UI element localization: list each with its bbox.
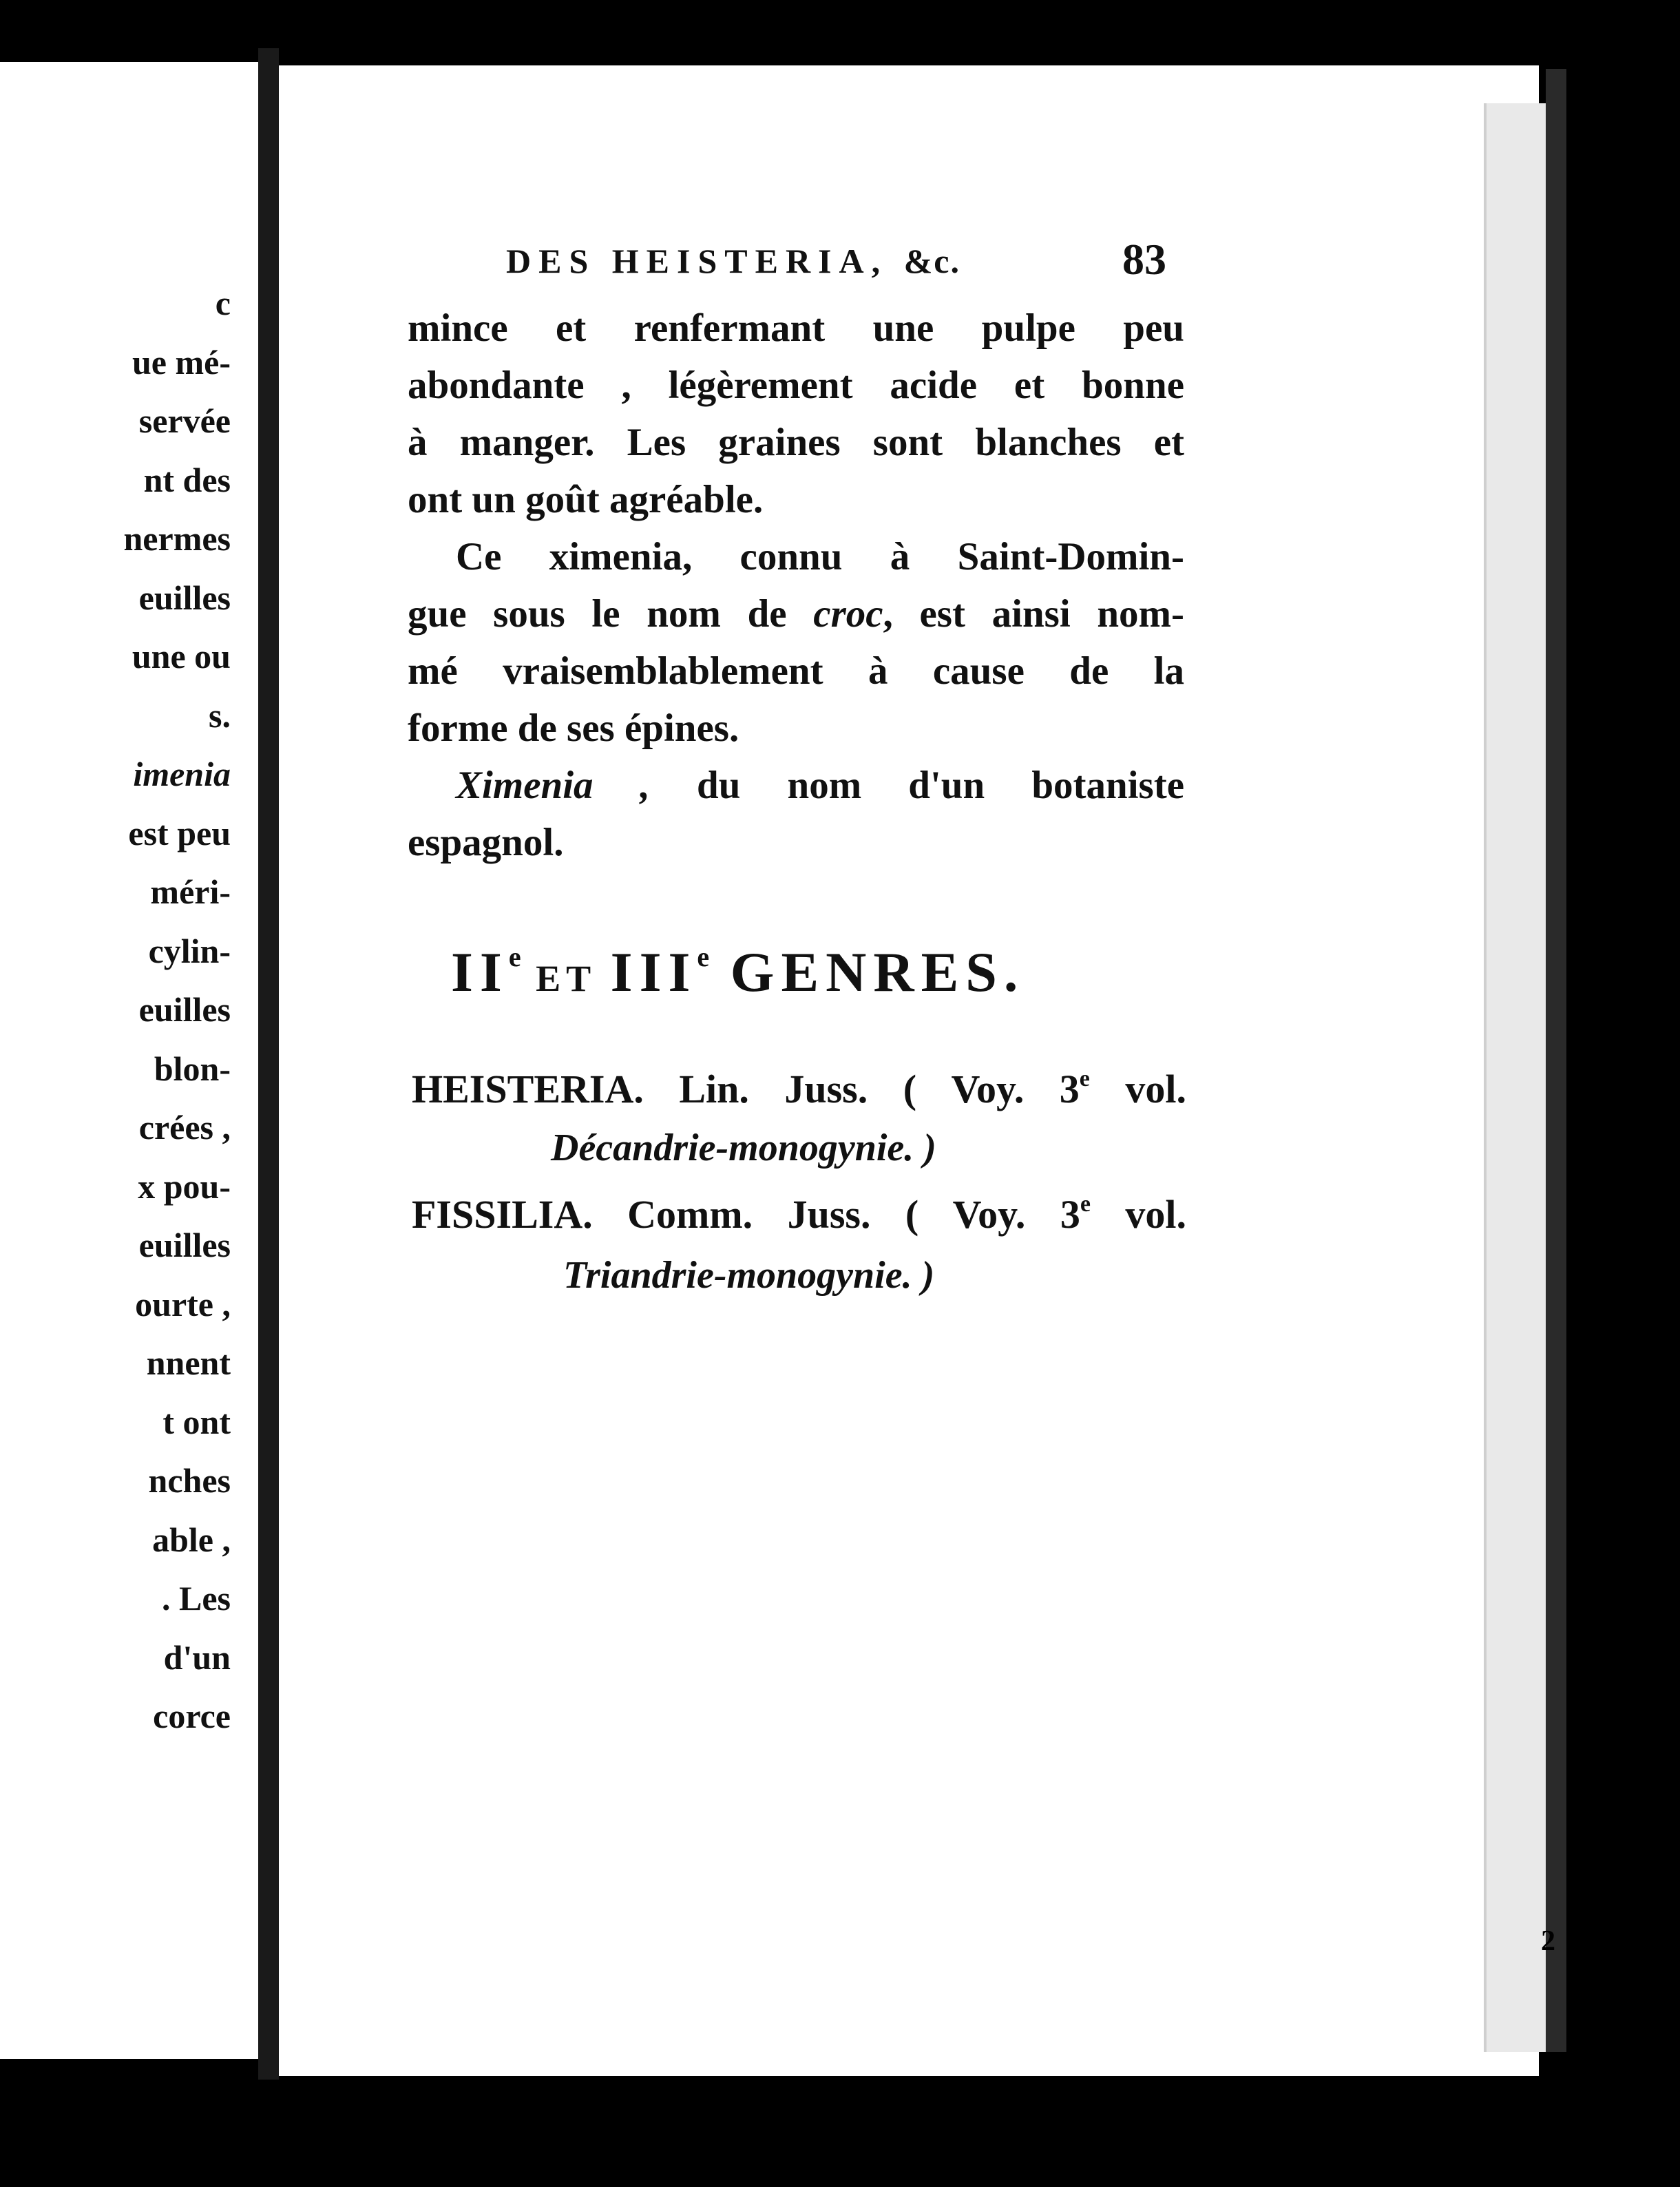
heading-superscript: e: [697, 941, 710, 972]
text-line: à manger. Les graines sont blanches et: [408, 421, 1184, 464]
left-page-line: imenia: [133, 755, 231, 793]
text-line: [408, 757, 1184, 814]
heading-part: II: [451, 941, 509, 1003]
genus-text: FISSILIA. Comm. Juss. ( Voy. 3: [412, 1192, 1080, 1237]
left-page-line: t ont: [162, 1402, 231, 1441]
heading-part: III: [610, 941, 697, 1003]
left-page-line: c: [215, 284, 231, 322]
page-number: 83: [1122, 235, 1166, 284]
text-line: espagnol.: [408, 821, 564, 864]
left-page-line: nnent: [146, 1343, 231, 1382]
left-page-line: servée: [138, 401, 231, 440]
left-page-line: blon-: [154, 1049, 231, 1088]
genus-text: HEISTERIA. Lin. Juss. ( Voy. 3: [412, 1067, 1080, 1111]
genus-heisteria-class: Décandrie-monogynie. ): [551, 1127, 936, 1169]
left-page-line: . Les: [162, 1579, 231, 1618]
text-line: Ce ximenia, connu à Saint-Domin-: [456, 535, 1184, 578]
page-edge: [1484, 103, 1548, 2052]
running-head: [506, 241, 960, 281]
heading-part: ET: [521, 958, 611, 999]
genus-text: vol.: [1089, 1067, 1186, 1111]
left-page-line: euilles: [138, 578, 231, 617]
heading-superscript: e: [508, 941, 521, 972]
left-page-line: méri-: [150, 872, 231, 911]
left-page-line: une ou: [132, 637, 231, 676]
heading-part: GENRES.: [709, 941, 1025, 1003]
left-page-line: able ,: [152, 1520, 231, 1559]
italic-term-ximenia: Ximenia ,: [456, 764, 650, 807]
text-span: , est ainsi nom-: [883, 592, 1185, 636]
left-page-line: euilles: [138, 990, 231, 1029]
text-line: mé vraisemblablement à cause de la: [408, 649, 1184, 693]
left-page-line: ourte ,: [135, 1284, 231, 1323]
page-stack: [1546, 69, 1566, 2052]
running-head-title: DES HEISTERIA,: [506, 242, 888, 280]
genus-superscript: e: [1080, 1191, 1091, 1217]
text-span: gue sous le nom de: [408, 592, 814, 636]
left-page-line: s.: [209, 695, 231, 735]
genus-heisteria: [412, 1066, 1186, 1112]
body-text: [408, 300, 1184, 871]
text-line: mince et renfermant une pulpe peu: [408, 306, 1184, 350]
genus-fissilia-class: Triandrie-monogynie. ): [563, 1254, 935, 1297]
section-heading: [451, 940, 1025, 1005]
genus-text: vol.: [1090, 1192, 1186, 1237]
left-page-line: ue mé-: [132, 342, 231, 381]
left-page-line: euilles: [138, 1226, 231, 1264]
left-page-line: nermes: [123, 519, 231, 558]
running-head-etc: &c.: [903, 242, 960, 280]
left-page-line: crées ,: [138, 1108, 231, 1147]
text-span: du nom d'un botaniste: [649, 764, 1184, 807]
genus-fissilia: [412, 1191, 1186, 1237]
text-line: ont un goût agréable.: [408, 478, 764, 521]
italic-term-croc: croc: [813, 592, 883, 636]
text-line: [408, 585, 1184, 642]
text-line: abondante , légèrement acide et bonne: [408, 364, 1184, 407]
left-page-line: est peu: [128, 813, 231, 852]
left-page-line: corce: [153, 1697, 231, 1735]
edge-mark: 2: [1541, 1925, 1555, 1957]
left-page-line: x pou-: [138, 1166, 231, 1206]
left-page-line: d'un: [163, 1637, 231, 1677]
left-page: [0, 62, 260, 2059]
book-gutter: [258, 48, 279, 2080]
genus-superscript: e: [1079, 1066, 1090, 1091]
left-page-line: nt des: [143, 460, 231, 499]
text-line: forme de ses épines.: [408, 707, 739, 750]
left-page-line: nches: [148, 1461, 231, 1500]
left-page-line: cylin-: [148, 931, 231, 970]
